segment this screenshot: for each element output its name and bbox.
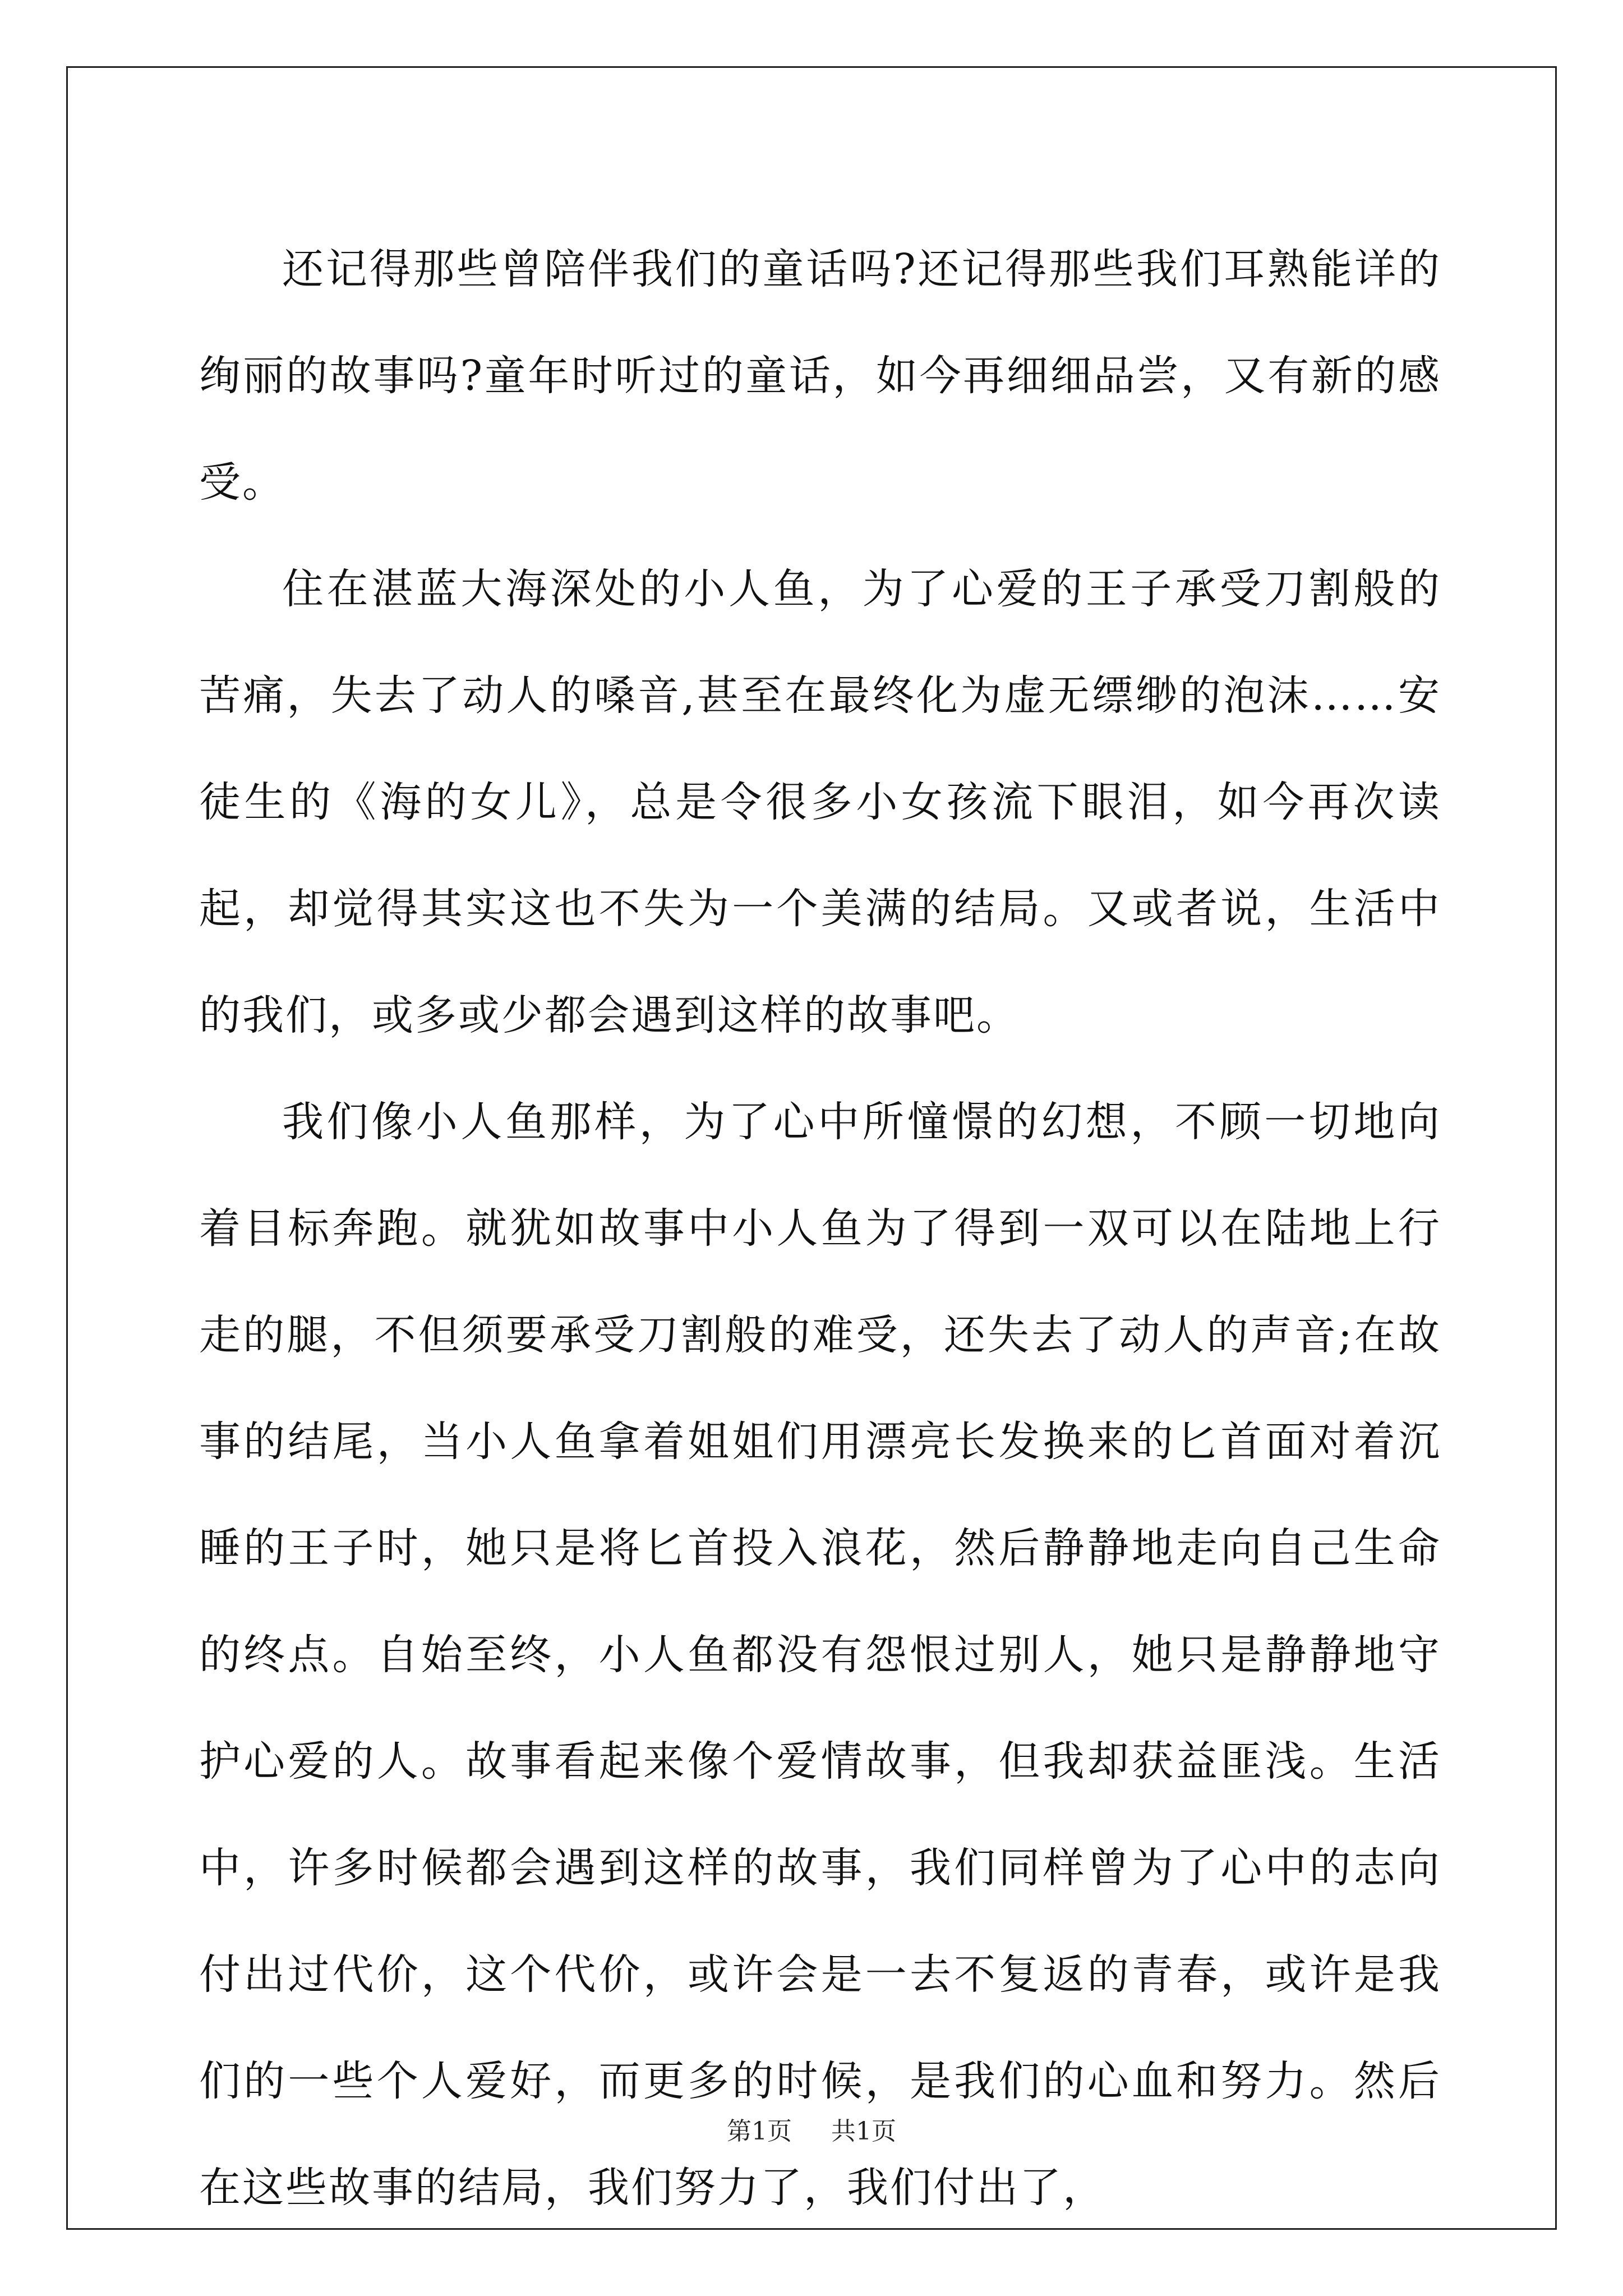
document-body: [199, 216, 1441, 2241]
paragraph-3: 我们像小人鱼那样，为了心中所憧憬的幻想，不顾一切地向着目标奔跑。就犹如故事中小人鱼为了得到一双可以在陆地上行走的腿，不但须要承受刀割般的难受，还失去了动人的声音;在故事的结尾，当小人鱼拿着姐姐们用漂亮长发换来的匕首面对着沉睡的王子时，她只是将匕首投入浪花，然后静静地走向自己生命的终点。自始至终，小人鱼都没有怨恨过别人，她只是静静地守护心爱的人。故事看起来像个爱情故事，但我却获益匪浅。生活中，许多时候都会遇到这样的故事，我们同样曾为了心中的志向付出过代价，这个代价，或许会是一去不复返的青春，或许是我们的一些个人爱好，而更多的时候，是我们的心血和努力。然后在这些故事的结局，我们努力了，我们付出了，: [199, 1098, 1441, 2212]
page-total: 共1页: [831, 2117, 896, 2146]
page-footer: [0, 2115, 1623, 2148]
paragraph-2: 住在湛蓝大海深处的小人鱼，为了心爱的王子承受刀割般的苦痛，失去了动人的嗓音,甚至在最终化为虚无缥缈的泡沫……安徒生的《海的女儿》，总是令很多小女孩流下眼泪，如今再次读起，却觉得其实这也不失为一个美满的结局。又或者说，生活中的我们，或多或少都会遇到这样的故事吧。: [199, 565, 1441, 1039]
paragraph-1: 还记得那些曾陪伴我们的童话吗?还记得那些我们耳熟能详的绚丽的故事吗?童年时听过的童话，如今再细细品尝，又有新的感受。: [199, 245, 1441, 507]
page-number: 第1页: [727, 2117, 792, 2146]
